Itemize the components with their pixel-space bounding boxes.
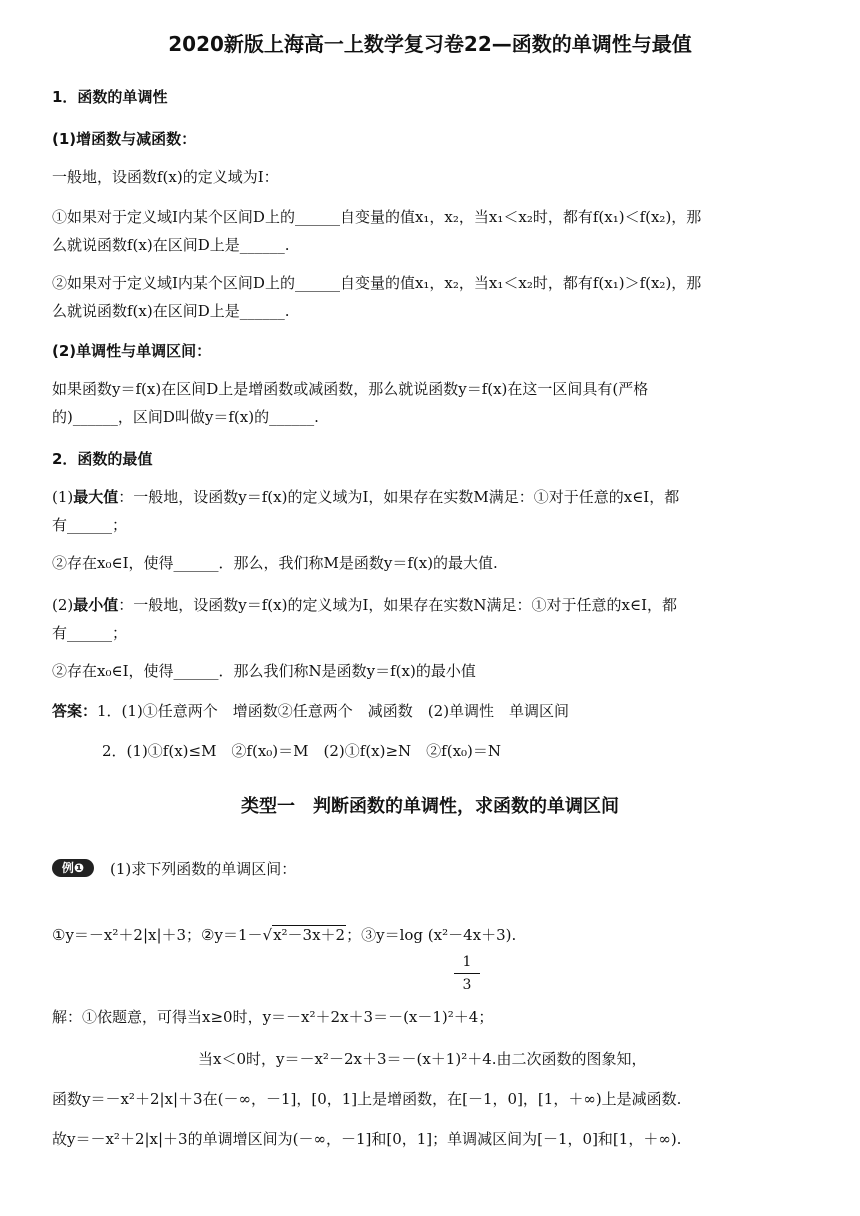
- solution-line1: 解：①依题意，可得当x≥0时，y＝－x²＋2x＋3＝－(x－1)²＋4；: [52, 1008, 494, 1026]
- function-text-1: ①y＝－x²＋2|x|＋3；②y＝1－: [52, 926, 263, 944]
- page-title: 2020新版上海高一上数学复习卷22—函数的单调性与最值: [168, 32, 692, 56]
- paragraph-max-line1: [52, 482, 820, 512]
- subsection-1-1-heading: (1)增函数与减函数：: [52, 130, 197, 148]
- paragraph-increasing-line1: ①如果对于定义域I内某个区间D上的______自变量的值x₁，x₂，当x₁＜x₂时，都有f(x₁)＜f(x₂)，那: [52, 208, 702, 226]
- paragraph-monotonic-line2: 的)______，区间D叫做y＝f(x)的______.: [52, 408, 319, 426]
- answers-line2: 2．(1)①f(x)≤M ②f(x₀)＝M (2)①f(x)≥N ②f(x₀)＝N: [102, 742, 502, 760]
- max-label: 最大值: [73, 488, 119, 506]
- solution-line4: 故y＝－x²＋2|x|＋3的单调增区间为(－∞，－1]和[0，1]；单调减区间为[－1，0]和[1，＋∞).: [52, 1130, 682, 1148]
- example-1-question: (1)求下列函数的单调区间：: [110, 860, 297, 878]
- paragraph-min-line3: ②存在x₀∈I，使得______．那么我们称N是函数y＝f(x)的最小值: [52, 662, 476, 680]
- sqrt-icon: √: [262, 926, 273, 944]
- paragraph-decreasing-line2: 么就说函数f(x)在区间D上是______.: [52, 302, 290, 320]
- answers-text-1: 1．(1)①任意两个 增函数②任意两个 减函数 (2)单调性 单调区间: [97, 702, 570, 720]
- example-1-functions: [52, 920, 820, 950]
- min-prefix: (2): [52, 596, 74, 614]
- paragraph-max-line3: ②存在x₀∈I，使得______．那么，我们称M是函数y＝f(x)的最大值.: [52, 554, 498, 572]
- max-prefix: (1): [52, 488, 74, 506]
- sqrt-radicand: x²－3x＋2: [273, 926, 346, 944]
- paragraph-intro: 一般地，设函数f(x)的定义域为I：: [52, 168, 279, 186]
- section-2-heading: 2．函数的最值: [52, 450, 153, 468]
- answers-label: 答案：: [52, 702, 98, 720]
- log-base-fraction: [454, 952, 480, 995]
- fraction-bar: [454, 973, 480, 974]
- paragraph-min-line2: 有______；: [52, 624, 128, 642]
- example-1-badge: 例❶: [52, 859, 94, 877]
- function-text-2: ；③y＝log (x²－4x＋3).: [346, 926, 517, 944]
- min-text: ：一般地，设函数y＝f(x)的定义域为I，如果存在实数N满足：①对于任意的x∈I，都: [118, 596, 677, 614]
- section-1-heading: 1．函数的单调性: [52, 88, 168, 106]
- paragraph-max-line2: 有______；: [52, 516, 128, 534]
- paragraph-increasing-line2: 么就说函数f(x)在区间D上是______.: [52, 236, 290, 254]
- paragraph-monotonic-line1: 如果函数y＝f(x)在区间D上是增函数或减函数，那么就说函数y＝f(x)在这一区间具有(严格: [52, 380, 649, 398]
- answers-line1: [52, 696, 820, 726]
- solution-line2: 当x＜0时，y＝－x²－2x＋3＝－(x＋1)²＋4.由二次函数的图象知，: [198, 1050, 647, 1068]
- max-text: ：一般地，设函数y＝f(x)的定义域为I，如果存在实数M满足：①对于任意的x∈I，都: [118, 488, 680, 506]
- paragraph-decreasing-line1: ②如果对于定义域I内某个区间D上的______自变量的值x₁，x₂，当x₁＜x₂时，都有f(x₁)＞f(x₂)，那: [52, 274, 702, 292]
- paragraph-min-line1: [52, 590, 820, 620]
- fraction-denominator: 3: [462, 977, 472, 993]
- subsection-1-2-heading: (2)单调性与单调区间：: [52, 342, 212, 360]
- type-1-heading: 类型一 判断函数的单调性，求函数的单调区间: [241, 796, 619, 817]
- solution-line3: 函数y＝－x²＋2|x|＋3在(－∞，－1]，[0，1]上是增函数，在[－1，0]，[1，＋∞)上是减函数.: [52, 1090, 682, 1108]
- min-label: 最小值: [73, 596, 119, 614]
- fraction-numerator: 1: [462, 954, 472, 970]
